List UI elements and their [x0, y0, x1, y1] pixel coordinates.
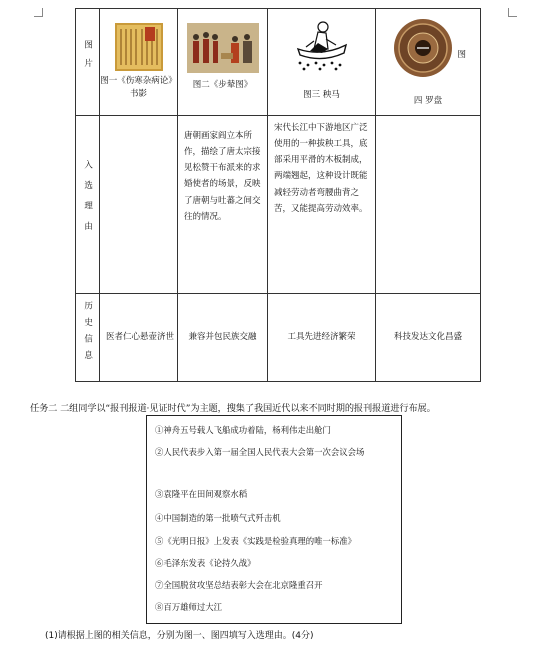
margin-corner-top-right: [508, 8, 517, 17]
row-label-history: 历史信息: [76, 294, 100, 382]
history-row: [76, 294, 481, 382]
reason-cell-2: 唐朝画家阎立本所作，描绘了唐太宗接见松赞干布派来的求婚使者的场景，反映了唐朝与吐蕃之间交往的情况。: [178, 116, 268, 294]
seedling-horse-drawing: [292, 19, 352, 73]
images-row: [76, 9, 481, 116]
news-item-6: ⑥毛泽东发表《论持久战》: [155, 558, 256, 568]
row-label-images: 图片: [76, 9, 100, 116]
margin-corner-top-left: [34, 8, 43, 17]
news-item-1: ①神舟五号载人飞船成功着陆，杨利伟走出舱门: [155, 425, 331, 435]
news-item-5: ⑤《光明日报》上发表《实践是检验真理的唯一标准》: [155, 536, 356, 546]
reason-cell-3: 宋代长江中下游地区广泛使用的一种拔秧工具，底部采用平滑的木板制成，两端翘起，这种设计既能减轻劳动者弯腰曲背之苦，又能提高劳动效率。: [268, 116, 376, 294]
question-1: (1)请根据上图的相关信息，分别为图一、图四填写入选理由。(4分): [45, 631, 314, 641]
history-cell-3: 工具先进经济繁荣: [268, 294, 376, 382]
compass-image: [392, 17, 454, 79]
image-caption-4: 四 罗盘: [413, 96, 443, 106]
image-caption-3: 图三 秧马: [303, 90, 340, 100]
news-item-8: ⑧百万雄师过大江: [155, 602, 222, 612]
news-item-4: ④中国制造的第一批喷气式歼击机: [155, 513, 281, 523]
history-cell-2: 兼容并包民族交融: [178, 294, 268, 382]
news-item-7: ⑦全国脱贫攻坚总结表彰大会在北京隆重召开: [155, 580, 323, 590]
image-cell-2: [178, 9, 268, 116]
image-extra-label: 图: [457, 50, 466, 60]
reason-cell-4[interactable]: [376, 116, 481, 294]
reason-row: [76, 116, 481, 294]
image-caption-2: 图二《步辇图》: [192, 80, 253, 90]
news-item-2: ②人民代表步入第一届全国人民代表大会第一次会议会场: [155, 447, 365, 457]
image-cell-3: [268, 9, 376, 116]
painting-scroll-image: [187, 23, 259, 73]
image-cell-1: [100, 9, 178, 116]
history-cell-1: 医者仁心悬壶济世: [100, 294, 178, 382]
reason-cell-1[interactable]: [100, 116, 178, 294]
image-caption-1: 图一《伤寒杂病论》书影: [100, 76, 177, 99]
news-item-3: ③袁隆平在田间观察水稻: [155, 489, 248, 499]
history-cell-4: 科技发达文化昌盛: [376, 294, 481, 382]
task2-heading: 任务二 二组同学以“报刊报道·见证时代”为主题，搜集了我国近代以来不同时期的报刊报道进行布展。: [30, 403, 436, 414]
exhibit-table: [75, 8, 481, 382]
row-label-reason: 入选理由: [76, 116, 100, 294]
ancient-book-image: [115, 23, 163, 71]
news-list-box: [146, 415, 402, 624]
image-cell-4: [376, 9, 481, 116]
